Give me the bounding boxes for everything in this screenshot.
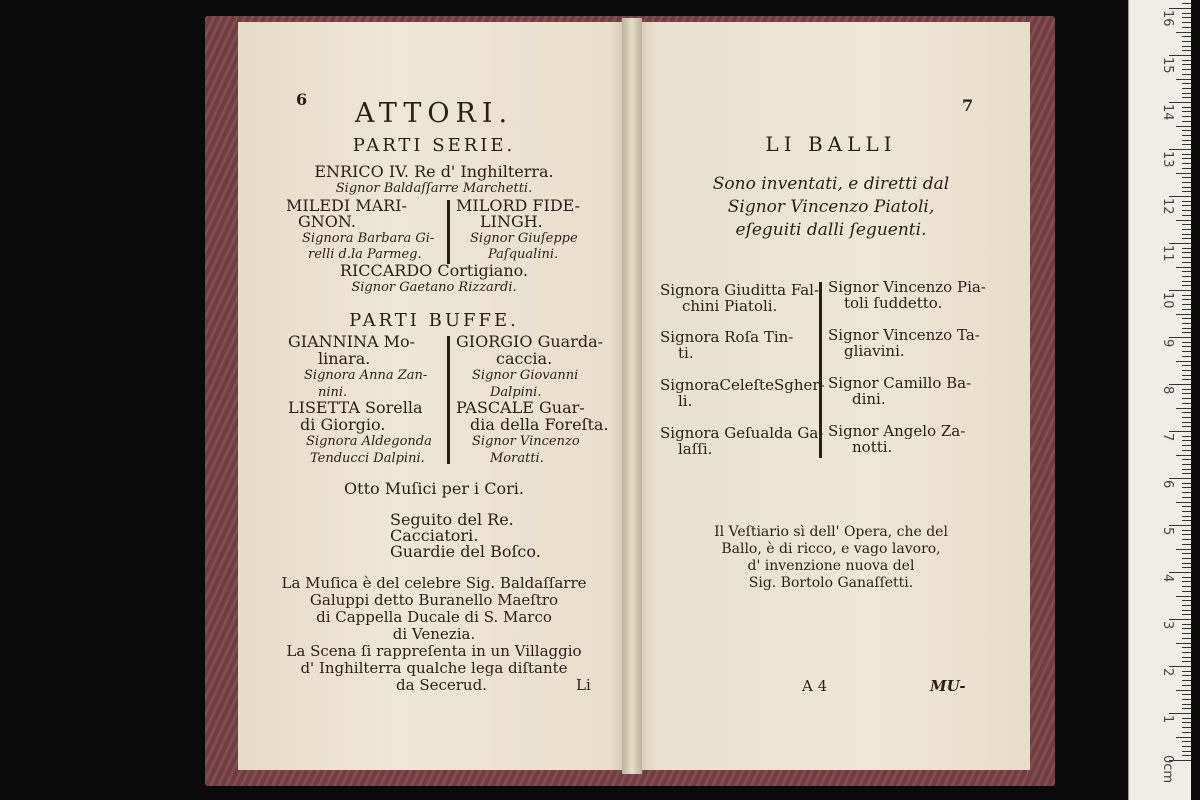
ruler-tick: [1182, 558, 1191, 559]
ruler-tick: [1182, 187, 1191, 188]
ruler-tick: [1182, 544, 1191, 545]
ruler-tick: [1182, 610, 1191, 611]
ruler-tick: [1169, 384, 1191, 385]
ruler-num-8: 8: [1160, 386, 1175, 395]
ruler-tick: [1182, 638, 1191, 639]
ruler-num-13: 13: [1160, 151, 1175, 168]
lisetta-role-1: LISETTA Sorella: [288, 398, 423, 417]
ruler-num-11: 11: [1160, 245, 1175, 262]
balli-intro-2: Signor Vincenzo Piatoli,: [727, 197, 935, 217]
ruler-tick: [1182, 97, 1191, 98]
dancer-5-line-2: li.: [678, 392, 693, 410]
ruler-tick: [1182, 163, 1191, 164]
scena-line-2: d' Inghilterra qualche lega diſtante: [300, 659, 568, 677]
ruler-tick: [1182, 3, 1191, 4]
ruler-tick: [1182, 661, 1191, 662]
ruler-tick: [1182, 567, 1191, 568]
ruler-tick: [1182, 671, 1191, 672]
ruler-tick: [1169, 337, 1191, 338]
ruler-tick: [1182, 718, 1191, 719]
ruler-tick: [1182, 201, 1191, 202]
lisetta-role-2: di Giorgio.: [300, 415, 386, 434]
ruler-tick: [1169, 149, 1191, 150]
ruler-tick: [1176, 549, 1191, 550]
ruler-tick: [1182, 356, 1191, 357]
ruler-tick: [1182, 144, 1191, 145]
ruler-tick: [1176, 596, 1191, 597]
ruler-tick: [1182, 417, 1191, 418]
pascale-singer-2: Moratti.: [490, 451, 544, 466]
ruler-tick: [1182, 271, 1191, 272]
ruler-tick: [1182, 389, 1191, 390]
ruler-tick: [1176, 267, 1191, 268]
ruler-num-5: 5: [1160, 527, 1175, 536]
miledi-role-1: MILEDI MARI-: [286, 196, 407, 215]
ruler-tick: [1182, 755, 1191, 756]
ruler-tick: [1182, 727, 1191, 728]
ruler-tick: [1182, 41, 1191, 42]
ruler-tick: [1182, 605, 1191, 606]
ruler-tick: [1176, 643, 1191, 644]
ruler-num-9: 9: [1160, 339, 1175, 348]
scena-line-3: da Secerud.: [396, 676, 487, 694]
ruler-tick: [1182, 657, 1191, 658]
dancer-6-line-2: dini.: [852, 390, 886, 408]
ruler-tick: [1182, 107, 1191, 108]
ruler-tick: [1182, 699, 1191, 700]
musica-line-2: Galuppi detto Buranello Maeſtro: [309, 591, 559, 609]
dancer-3-line-2: ti.: [678, 344, 694, 362]
ruler-tick: [1182, 182, 1191, 183]
ruler-tick: [1182, 135, 1191, 136]
milord-role-2: LINGH.: [480, 212, 543, 231]
ruler-tick: [1176, 502, 1191, 503]
ruler-tick: [1182, 675, 1191, 676]
ruler-tick: [1169, 619, 1191, 620]
ruler-tick: [1182, 534, 1191, 535]
ruler-tick: [1169, 290, 1191, 291]
cacciatori: Cacciatori.: [390, 526, 479, 545]
ruler-tick: [1182, 262, 1191, 263]
ruler-tick: [1182, 27, 1191, 28]
ruler-tick: [1182, 36, 1191, 37]
ruler-tick: [1182, 13, 1191, 14]
giorgio-role-1: GIORGIO Guarda-: [456, 332, 604, 351]
ruler-tick: [1182, 130, 1191, 131]
musica-line-3: di Cappella Ducale di S. Marco: [316, 608, 552, 626]
ruler-tick: [1169, 243, 1191, 244]
ruler-tick: [1169, 196, 1191, 197]
ruler-tick: [1182, 746, 1191, 747]
ruler-tick: [1182, 440, 1191, 441]
ruler-tick: [1182, 238, 1191, 239]
enrico-role: ENRICO IV. Re d' Inghilterra.: [314, 162, 554, 181]
ruler-tick: [1182, 64, 1191, 65]
ruler-tick: [1182, 398, 1191, 399]
ruler-tick: [1182, 276, 1191, 277]
ruler-num-12: 12: [1160, 198, 1175, 215]
ruler-tick: [1182, 154, 1191, 155]
miledi-role-2: GNON.: [298, 212, 356, 231]
dancer-8-line-2: notti.: [852, 438, 893, 456]
giorgio-singer-2: Dalpini.: [490, 385, 542, 400]
enrico-singer: Signor Baldaſſarre Marchetti.: [335, 181, 533, 196]
vestiario-line-4: Sig. Bortolo Ganaſſetti.: [748, 575, 914, 591]
ruler-tick: [1182, 591, 1191, 592]
balli-intro-3: eſeguiti dalli ſeguenti.: [735, 220, 927, 240]
ruler-tick: [1176, 32, 1191, 33]
ruler-tick: [1182, 252, 1191, 253]
guardie: Guardie del Boſco.: [390, 542, 541, 561]
ruler-tick: [1176, 737, 1191, 738]
dancer-4-line-1: Signor Vincenzo Ta-: [828, 326, 980, 344]
riccardo-singer: Signor Gaetano Rizzardi.: [351, 280, 517, 295]
ruler-tick: [1182, 210, 1191, 211]
ruler-tick: [1182, 722, 1191, 723]
vestiario-line-1: Il Veſtiario sì dell' Opera, che del: [714, 524, 948, 540]
ruler-tick: [1182, 299, 1191, 300]
ruler-tick: [1182, 393, 1191, 394]
ruler-tick: [1182, 281, 1191, 282]
ruler-tick: [1182, 88, 1191, 89]
dancer-2-line-2: toli ſuddetto.: [844, 294, 943, 312]
ruler-tick: [1182, 309, 1191, 310]
ruler-tick: [1182, 93, 1191, 94]
left-page-number: 6: [296, 90, 308, 109]
ruler-tick: [1182, 60, 1191, 61]
ruler-num-6: 6: [1160, 480, 1175, 489]
ruler-tick: [1182, 257, 1191, 258]
ruler-tick: [1182, 464, 1191, 465]
ruler-tick: [1182, 647, 1191, 648]
ruler-tick: [1182, 234, 1191, 235]
ruler-tick: [1182, 492, 1191, 493]
dancer-7-line-1: Signora Geſualda Ga-: [660, 424, 824, 442]
ruler-tick: [1182, 328, 1191, 329]
ruler-tick: [1182, 121, 1191, 122]
lisetta-singer-1: Signora Aldegonda: [306, 434, 432, 449]
ruler-tick: [1182, 285, 1191, 286]
right-catchword: MU-: [930, 677, 966, 695]
vestiario-line-2: Ballo, è di ricco, e vago lavoro,: [721, 541, 941, 557]
ruler-tick: [1182, 704, 1191, 705]
pascale-role-1: PASCALE Guar-: [456, 398, 585, 417]
ruler-tick: [1182, 215, 1191, 216]
ruler-tick: [1182, 403, 1191, 404]
ruler-tick: [1182, 459, 1191, 460]
ruler-tick: [1182, 46, 1191, 47]
ruler-tick: [1169, 55, 1191, 56]
ruler-tick: [1182, 332, 1191, 333]
ruler-num-1: 1: [1160, 715, 1175, 724]
ruler-tick: [1182, 685, 1191, 686]
dancer-2-line-1: Signor Vincenzo Pia-: [828, 278, 986, 296]
ruler-tick: [1182, 370, 1191, 371]
ruler-tick: [1176, 455, 1191, 456]
ruler-tick: [1182, 168, 1191, 169]
giorgio-role-2: caccia.: [496, 349, 553, 368]
ruler-tick: [1169, 478, 1191, 479]
ruler-tick: [1182, 50, 1191, 51]
ruler-tick: [1182, 539, 1191, 540]
giannina-singer-2: nini.: [318, 385, 348, 400]
dancer-7-line-2: laſſi.: [678, 440, 713, 458]
milord-singer-2: Paſqualini.: [488, 247, 559, 262]
ruler-num-16: 16: [1160, 10, 1175, 27]
pascale-role-2: dia della Foreſta.: [470, 415, 609, 434]
pascale-singer-1: Signor Vincenzo: [472, 434, 580, 449]
ruler-tick: [1182, 680, 1191, 681]
ruler-tick: [1182, 652, 1191, 653]
ruler-tick: [1182, 586, 1191, 587]
ruler-tick: [1182, 412, 1191, 413]
ruler-tick: [1182, 177, 1191, 178]
ruler-num-3: 3: [1160, 621, 1175, 630]
ruler-tick: [1182, 248, 1191, 249]
dancer-1-line-1: Signora Giuditta Fal-: [660, 281, 820, 299]
ruler-tick: [1176, 126, 1191, 127]
ruler-tick: [1182, 379, 1191, 380]
ruler-tick: [1182, 516, 1191, 517]
ruler-tick: [1182, 83, 1191, 84]
giorgio-singer-1: Signor Giovanni: [472, 368, 579, 383]
ruler-tick: [1169, 572, 1191, 573]
vestiario-line-3: d' invenzione nuova del: [747, 558, 915, 574]
ruler-num-2: 2: [1160, 668, 1175, 677]
ruler-tick: [1182, 191, 1191, 192]
ruler-tick: [1182, 450, 1191, 451]
ruler-tick: [1182, 158, 1191, 159]
ruler-tick: [1182, 342, 1191, 343]
ruler-num-7: 7: [1160, 433, 1175, 442]
ruler-tick: [1182, 365, 1191, 366]
ruler-tick: [1182, 708, 1191, 709]
ruler-tick: [1182, 581, 1191, 582]
scena-line-1: La Scena ſi rappreſenta in un Villaggio: [286, 642, 582, 660]
ruler-tick: [1176, 361, 1191, 362]
ruler-tick: [1182, 17, 1191, 18]
lisetta-singer-2: Tenducci Dalpini.: [310, 451, 425, 466]
ruler-tick: [1182, 351, 1191, 352]
ruler-tick: [1182, 74, 1191, 75]
ruler-tick: [1169, 102, 1191, 103]
dancer-5-line-1: SignoraCeleſteSgher-: [660, 376, 825, 394]
ruler-tick: [1182, 633, 1191, 634]
ruler-tick: [1182, 224, 1191, 225]
ruler-tick: [1182, 422, 1191, 423]
ruler-tick: [1182, 506, 1191, 507]
ruler-tick: [1182, 346, 1191, 347]
ruler-tick: [1182, 751, 1191, 752]
dancer-3-line-1: Signora Roſa Tin-: [660, 328, 794, 346]
dancer-1-line-2: chini Piatoli.: [682, 297, 778, 315]
dancer-4-line-2: gliavini.: [844, 342, 905, 360]
otto-musici: Otto Muſici per i Cori.: [344, 479, 524, 498]
right-page-number: 7: [962, 96, 974, 115]
ruler-tick: [1182, 69, 1191, 70]
ruler-tick: [1176, 408, 1191, 409]
ruler-tick: [1182, 563, 1191, 564]
ruler-tick: [1182, 741, 1191, 742]
ruler-num-10: 10: [1160, 292, 1175, 309]
ruler-tick: [1182, 140, 1191, 141]
milord-role-1: MILORD FIDE-: [456, 196, 581, 215]
musica-line-4: di Venezia.: [392, 625, 476, 643]
ruler-tick: [1182, 577, 1191, 578]
ruler-tick: [1182, 487, 1191, 488]
ruler-tick: [1182, 614, 1191, 615]
ruler-tick: [1182, 732, 1191, 733]
riccardo-role: RICCARDO Cortigiano.: [339, 261, 529, 280]
ruler-num-4: 4: [1160, 574, 1175, 583]
ruler-tick: [1182, 426, 1191, 427]
dancer-6-line-1: Signor Camillo Ba-: [828, 374, 972, 392]
ruler-tick: [1182, 483, 1191, 484]
milord-singer-1: Signor Giuſeppe: [470, 231, 578, 246]
miledi-singer-2: relli d.la Parmeg.: [308, 247, 422, 262]
ruler-tick: [1182, 473, 1191, 474]
dancer-8-line-1: Signor Angelo Za-: [828, 422, 966, 440]
ruler-tick: [1182, 436, 1191, 437]
ruler-tick: [1182, 304, 1191, 305]
right-page-title: LI BALLI: [765, 132, 897, 156]
musica-line-1: La Muſica è del celebre Sig. Baldaſſarre: [281, 574, 587, 592]
ruler-num-15: 15: [1160, 57, 1175, 74]
giannina-role-1: GIANNINA Mo-: [288, 332, 416, 351]
parti-serie-heading: PARTI SERIE.: [352, 135, 516, 156]
ruler-tick: [1182, 22, 1191, 23]
ruler-tick: [1182, 205, 1191, 206]
balli-intro-1: Sono inventati, e diretti dal: [712, 174, 950, 194]
seguito: Seguito del Re.: [390, 510, 514, 529]
ruler-tick: [1176, 173, 1191, 174]
ruler-tick: [1182, 530, 1191, 531]
ruler-tick: [1182, 116, 1191, 117]
ruler-tick: [1169, 713, 1191, 714]
ruler-tick: [1169, 666, 1191, 667]
ruler-num-14: 14: [1160, 104, 1175, 121]
signature-mark: A 4: [802, 677, 828, 695]
ruler-tick: [1169, 8, 1191, 9]
ruler-tick: [1176, 690, 1191, 691]
ruler-tick: [1182, 111, 1191, 112]
miledi-singer-1: Signora Barbara Gi-: [302, 231, 435, 246]
ruler-tick: [1169, 525, 1191, 526]
left-catchword: Li: [576, 676, 591, 694]
ruler-tick: [1182, 323, 1191, 324]
giannina-role-2: linara.: [318, 349, 371, 368]
measuring-ruler: [1128, 0, 1191, 800]
ruler-num-0cm: 0cm: [1160, 755, 1175, 784]
column-divider-buffe: [447, 336, 450, 464]
ruler-tick: [1176, 79, 1191, 80]
parti-buffe-heading: PARTI BUFFE.: [349, 310, 519, 331]
ruler-tick: [1182, 600, 1191, 601]
ruler-tick: [1182, 295, 1191, 296]
ruler-tick: [1182, 229, 1191, 230]
ruler-tick: [1176, 220, 1191, 221]
ruler-tick: [1182, 553, 1191, 554]
column-divider: [447, 200, 450, 264]
ruler-tick: [1182, 520, 1191, 521]
ruler-tick: [1169, 431, 1191, 432]
ruler-tick: [1182, 628, 1191, 629]
ruler-tick: [1182, 469, 1191, 470]
ruler-tick: [1182, 445, 1191, 446]
ruler-tick: [1182, 511, 1191, 512]
ruler-tick: [1182, 624, 1191, 625]
ruler-tick: [1182, 375, 1191, 376]
left-page-title: ATTORI.: [354, 98, 514, 129]
ruler-tick: [1182, 694, 1191, 695]
ruler-tick: [1182, 318, 1191, 319]
ruler-tick: [1176, 314, 1191, 315]
ruler-tick: [1182, 497, 1191, 498]
giannina-singer-1: Signora Anna Zan-: [304, 368, 428, 383]
